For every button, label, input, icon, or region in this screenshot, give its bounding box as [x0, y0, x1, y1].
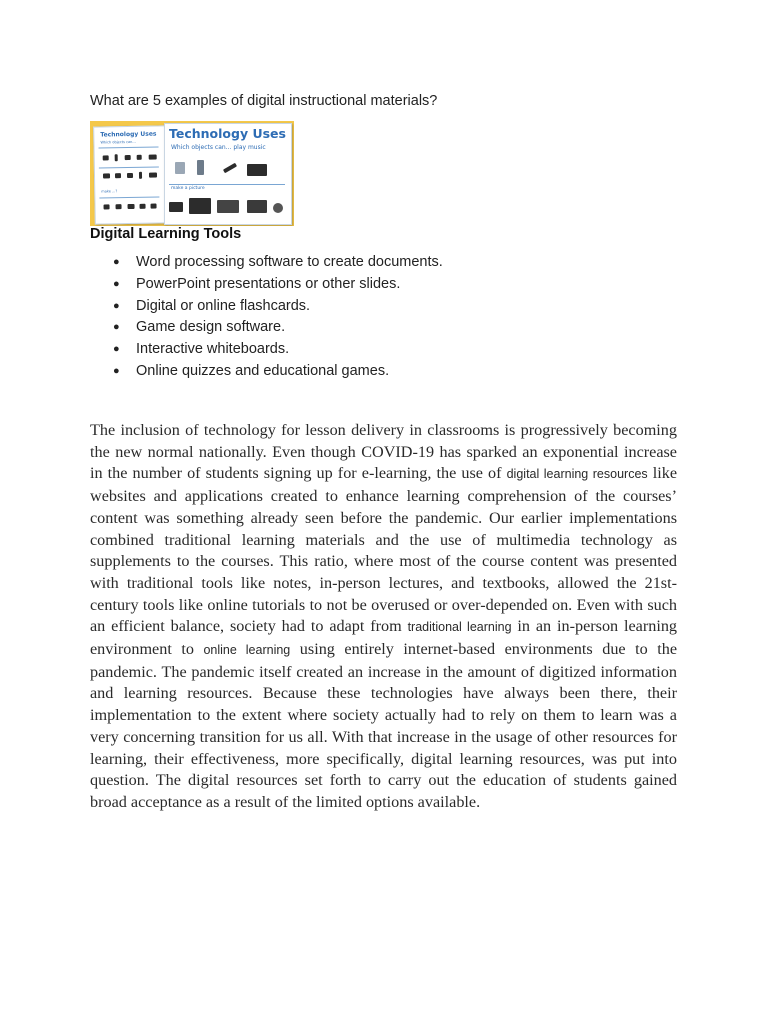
- paragraph-text: The inclusion of technology for lesson delivery in classrooms is progressively becoming the new normal nationally. Even though COVID-19 has sparked an exponential increase in the number of students signing up for e-learning, the use of: [90, 421, 677, 483]
- object-icon: [127, 173, 133, 178]
- list-item-text: Word processing software to create documents.: [136, 254, 443, 270]
- digital-learning-resources-link[interactable]: digital learning resources: [506, 467, 648, 482]
- object-icon: [140, 204, 146, 209]
- object-icon: [149, 155, 157, 160]
- divider: [169, 184, 285, 185]
- object-icon: [151, 204, 157, 209]
- list-item-text: Digital or online flashcards.: [136, 297, 311, 314]
- object-icon: [137, 155, 142, 160]
- divider: [99, 196, 159, 198]
- bullet-icon: ●: [113, 343, 120, 356]
- online-learning-link[interactable]: online learning: [203, 643, 291, 658]
- object-icon: [103, 173, 110, 178]
- divider: [99, 146, 159, 148]
- object-icon: [128, 204, 135, 209]
- ipod-icon: [175, 162, 185, 174]
- worksheet-front-subtitle: Which objects can... play music: [171, 144, 266, 151]
- worksheet-back-subtitle-2: make ...?: [101, 189, 118, 194]
- phone-icon: [197, 160, 204, 175]
- list-item-text: PowerPoint presentations or other slides.: [136, 275, 401, 292]
- list-item-text: Online quizzes and educational games.: [136, 362, 390, 379]
- object-icon: [149, 173, 157, 178]
- laptop-icon: [217, 200, 239, 213]
- worksheet-front-title: Technology Uses: [169, 126, 286, 141]
- webcam-icon: [273, 203, 283, 213]
- bullet-icon: ●: [113, 299, 120, 312]
- bullet-icon: ●: [113, 277, 120, 290]
- worksheet-back-card: [93, 125, 167, 224]
- bullet-icon: ●: [113, 321, 120, 334]
- divider: [99, 166, 159, 168]
- worksheet-front-subtitle-2: make a picture: [171, 186, 205, 191]
- object-icon: [116, 204, 122, 209]
- list-item-text: Interactive whiteboards.: [136, 341, 290, 358]
- list-item-text: Game design software.: [136, 319, 286, 336]
- technology-uses-image: [90, 121, 294, 226]
- question-text: What are 5 examples of digital instructional materials?: [90, 93, 438, 109]
- body-paragraph: [90, 420, 677, 814]
- list-item: [90, 274, 443, 296]
- object-icon: [125, 155, 131, 160]
- object-icon: [103, 155, 109, 160]
- list-item: [90, 252, 443, 274]
- traditional-learning-link[interactable]: traditional learning: [407, 620, 512, 635]
- list-item: [90, 361, 443, 383]
- section-heading: Digital Learning Tools: [90, 226, 242, 242]
- worksheet-back-title: Technology Uses: [100, 130, 157, 139]
- paragraph-text: using entirely internet-based environments due to the pandemic. The pandemic itself created an increase in the amount of digitized information and learning resources. Because these technologies have always been there, their implementation to the extent where society actually had to rely on them to learn was a very concerning transition for us all. With that increase in the usage of other resources for learning, their effectiveness, more specifically, digital learning resources, was put into question. The digital resources set forth to carry out the education of students gained broad acceptance as a result of the limited options available.: [90, 640, 678, 811]
- paragraph-text: like websites and applications created to enhance learning comprehension of the courses’ content was something already seen before the pandemic. Our earlier implementations combined traditional learning materials and the use of multimedia technology as supplements to the courses. This ratio, where most of the course content was presented with traditional tools like notes, in-person lectures, and textbooks, allowed the 21st-century tools like online tutorials to not be overused or over-depended on. Even with such an efficient balance, society had to adapt from: [90, 464, 678, 636]
- tablet-icon: [247, 200, 267, 213]
- list-item: [90, 317, 443, 339]
- paragraph-text: in an in-person learning environment to: [90, 617, 678, 659]
- speaker-icon: [247, 164, 267, 176]
- worksheet-back-subtitle: Which objects can...: [100, 139, 136, 145]
- object-icon: [104, 204, 110, 209]
- list-item: [90, 339, 443, 361]
- list-item: [90, 296, 443, 318]
- bullet-icon: ●: [113, 256, 120, 268]
- bullet-icon: ●: [113, 364, 120, 377]
- digital-tools-list: [90, 252, 443, 383]
- object-icon: [115, 154, 118, 161]
- remote-icon: [223, 163, 237, 173]
- object-icon: [115, 173, 121, 178]
- worksheet-front-card: [164, 123, 292, 225]
- object-icon: [139, 172, 142, 179]
- camera-icon: [169, 202, 183, 212]
- monitor-icon: [189, 198, 211, 214]
